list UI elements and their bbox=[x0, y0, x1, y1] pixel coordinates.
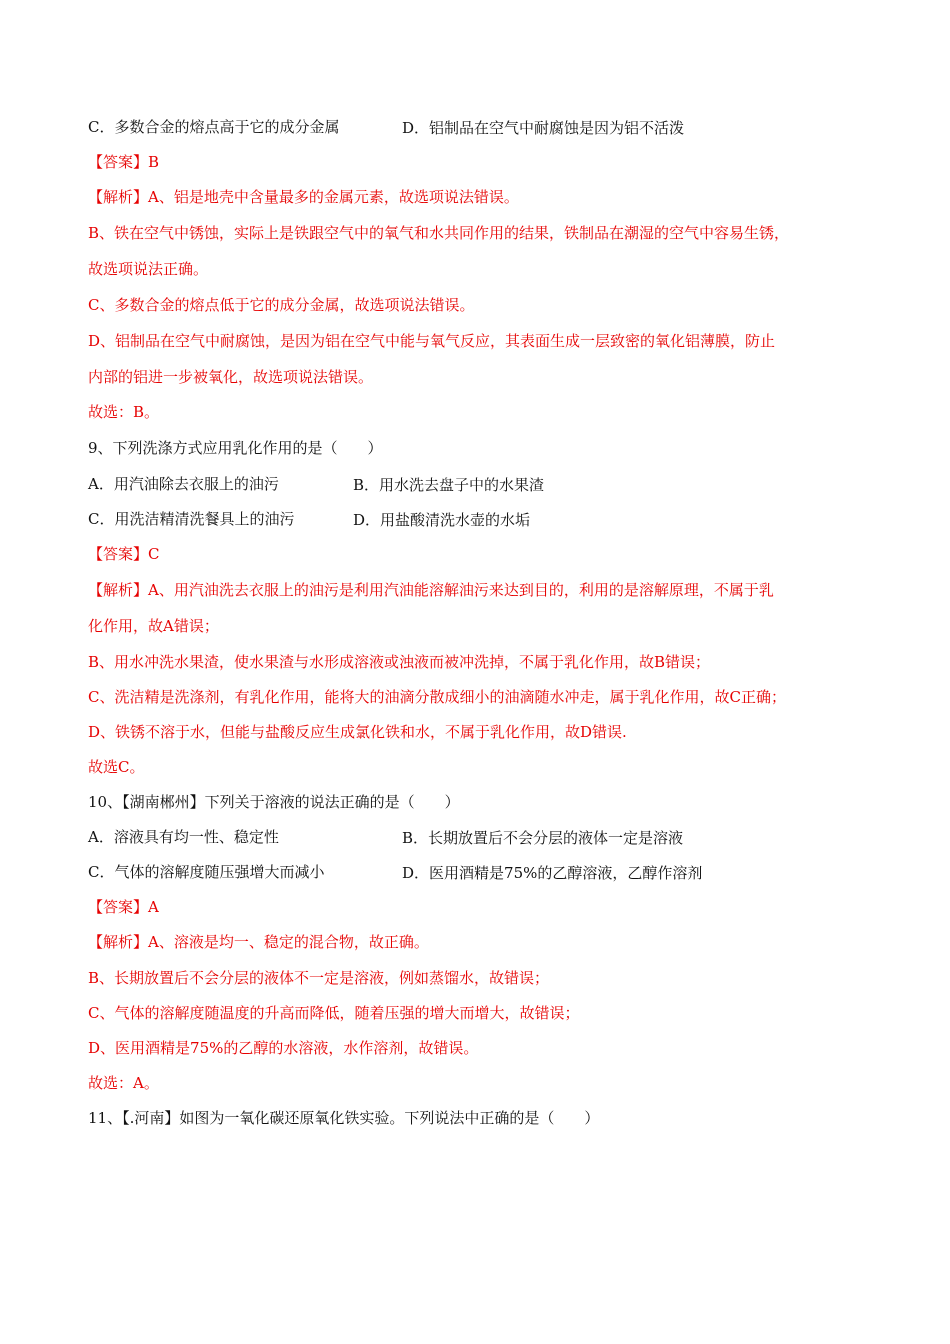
q10-analysis-line: 【解析】A、溶液是均一、稳定的混合物，故正确。 bbox=[88, 933, 429, 951]
q8-option-c: C．多数合金的熔点高于它的成分金属 bbox=[88, 118, 340, 136]
q10-analysis-line: C、气体的溶解度随温度的升高而降低，随着压强的增大而增大，故错误； bbox=[88, 1004, 580, 1022]
q9-analysis-line: C、洗洁精是洗涤剂，有乳化作用，能将大的油滴分散成细小的油滴随水冲走，属于乳化作用，故C正确； bbox=[88, 688, 786, 706]
q8-analysis-line: C、多数合金的熔点低于它的成分金属，故选项说法错误。 bbox=[88, 296, 475, 314]
q10-stem: 10、【湖南郴州】下列关于溶液的说法正确的是（ ） bbox=[88, 793, 460, 811]
q8-analysis-line: 内部的铝进一步被氧化，故选项说法错误。 bbox=[88, 368, 374, 386]
q10-analysis-line: B、长期放置后不会分层的液体不一定是溶液，例如蒸馏水，故错误； bbox=[88, 969, 550, 987]
q8-analysis-line: 故选项说法正确。 bbox=[88, 260, 209, 278]
q9-analysis-line: 化作用，故A错误； bbox=[88, 617, 219, 635]
q10-answer: 【答案】A bbox=[88, 898, 159, 916]
q9-answer: 【答案】C bbox=[88, 545, 160, 563]
q9-analysis-line: 【解析】A、用汽油洗去衣服上的油污是利用汽油能溶解油污来达到目的，利用的是溶解原理，不属于乳 bbox=[88, 581, 774, 599]
q8-analysis-line: B、铁在空气中锈蚀，实际上是铁跟空气中的氧气和水共同作用的结果，铁制品在潮湿的空气中容易生锈， bbox=[88, 224, 790, 242]
q10-conclusion: 故选：A。 bbox=[88, 1074, 159, 1092]
q10-option-d: D．医用酒精是75%的乙醇溶液，乙醇作溶剂 bbox=[402, 864, 703, 882]
q9-analysis-line: B、用水冲洗水果渣，使水果渣与水形成溶液或浊液而被冲洗掉，不属于乳化作用，故B错误； bbox=[88, 653, 711, 671]
q9-option-b: B．用水洗去盘子中的水果渣 bbox=[353, 476, 545, 494]
q8-answer: 【答案】B bbox=[88, 153, 160, 171]
q10-analysis-line: D、医用酒精是75%的乙醇的水溶液，水作溶剂，故错误。 bbox=[88, 1039, 479, 1057]
q8-analysis-line: 【解析】A、铝是地壳中含量最多的金属元素，故选项说法错误。 bbox=[88, 188, 519, 206]
q9-conclusion: 故选C。 bbox=[88, 758, 145, 776]
q8-conclusion: 故选：B。 bbox=[88, 403, 160, 421]
q10-option-a: A．溶液具有均一性、稳定性 bbox=[88, 828, 279, 846]
q10-option-c: C．气体的溶解度随压强增大而减小 bbox=[88, 863, 325, 881]
q9-analysis-line: D、铁锈不溶于水，但能与盐酸反应生成氯化铁和水，不属于乳化作用，故D错误. bbox=[88, 723, 627, 741]
q10-option-b: B．长期放置后不会分层的液体一定是溶液 bbox=[402, 829, 684, 847]
q8-option-d: D．铝制品在空气中耐腐蚀是因为铝不活泼 bbox=[402, 119, 685, 137]
q9-option-a: A．用汽油除去衣服上的油污 bbox=[88, 475, 279, 493]
q11-stem: 11、【.河南】如图为一氧化碳还原氧化铁实验。下列说法中正确的是（ ） bbox=[88, 1109, 600, 1127]
q8-analysis-line: D、铝制品在空气中耐腐蚀，是因为铝在空气中能与氧气反应，其表面生成一层致密的氧化铝薄膜，防止 bbox=[88, 332, 776, 350]
q9-option-d: D．用盐酸清洗水壶的水垢 bbox=[353, 511, 531, 529]
q9-option-c: C．用洗洁精清洗餐具上的油污 bbox=[88, 510, 295, 528]
q9-stem: 9、下列洗涤方式应用乳化作用的是（ ） bbox=[88, 439, 383, 457]
